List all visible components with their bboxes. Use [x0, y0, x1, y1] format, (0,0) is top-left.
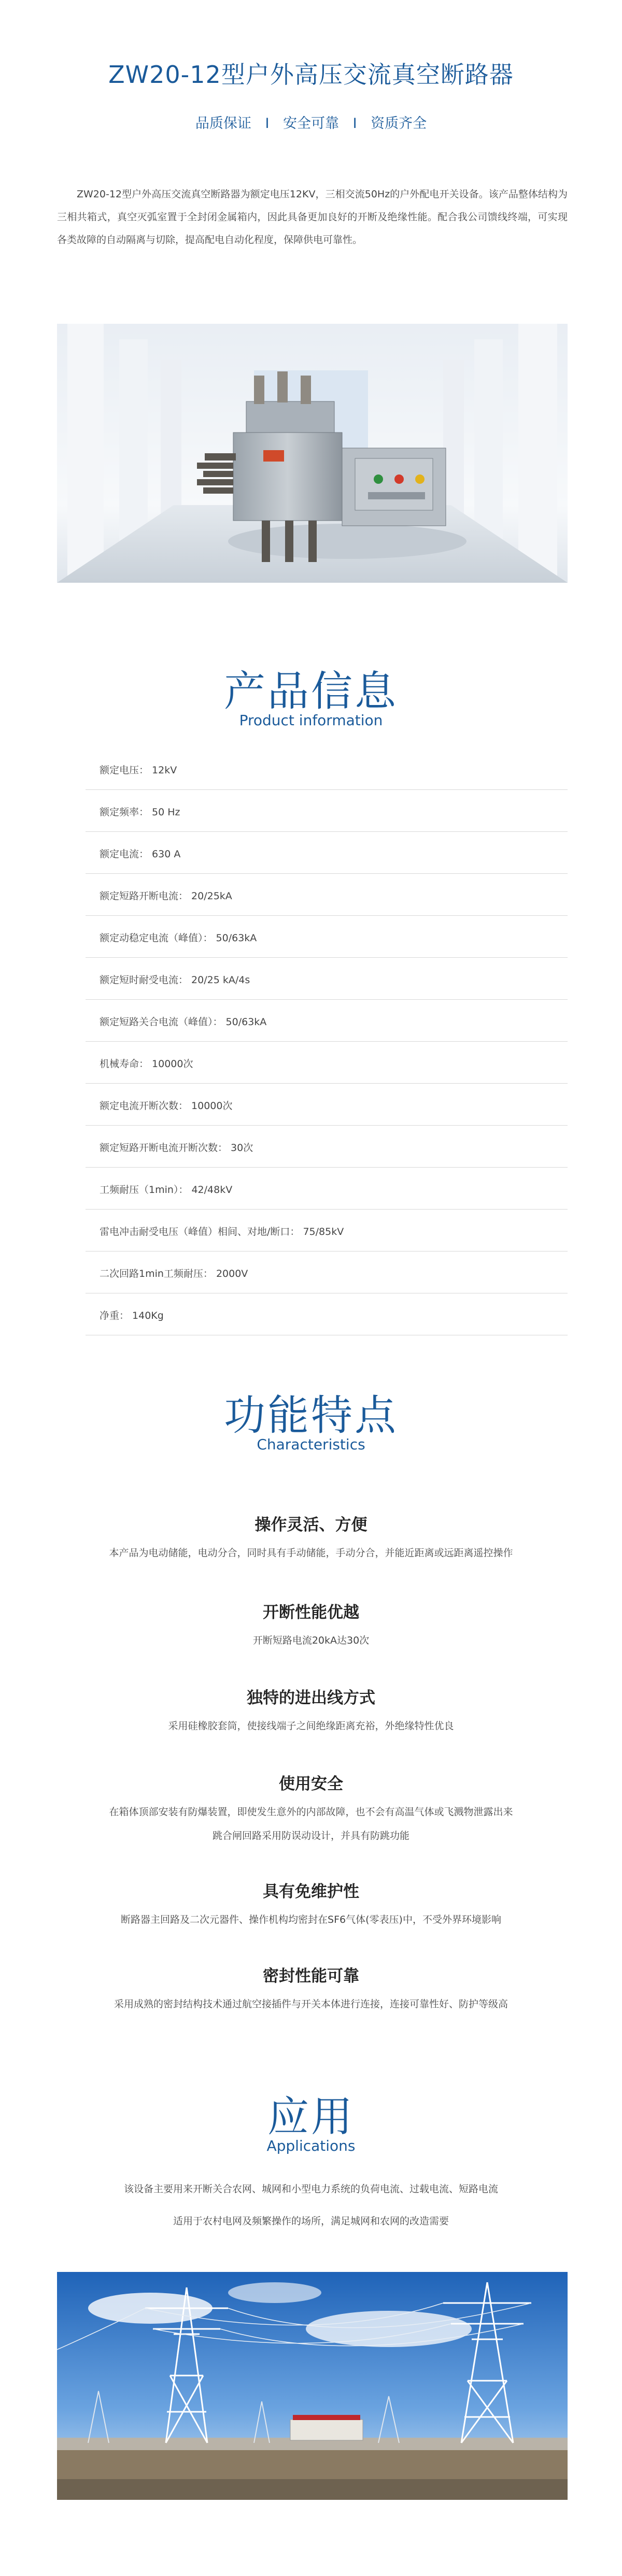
- feature-description: 在箱体顶部安装有防爆装置，即使发生意外的内部故障，也不会有高温气体或飞溅物泄露出来: [109, 1806, 513, 1818]
- slogan-separator: I: [352, 116, 357, 132]
- spec-short-circuit-breaking: 额定短路开断电流： 20/25kA: [100, 890, 232, 902]
- intro-paragraph: ZW20-12型户外高压交流真空断路器为额定电压12KV，三相交流50Hz的户外配电开关设备。该产品整体结构为三相共箱式，真空灭弧室置于全封闭金属箱内，因此具备更加良好的开断及绝缘性能。配合我公司馈线终端，可实现各类故障的自动隔离与切除，提高配电自动化程度，保障供电可靠性。: [57, 189, 568, 246]
- applications-subtitle: Applications: [266, 2137, 356, 2154]
- feature-item: [0, 1771, 622, 1848]
- feature-description: 跳合闸回路采用防误动设计，并具有防跳功能: [212, 1830, 409, 1841]
- feature-heading: 独特的进出线方式: [247, 1689, 375, 1707]
- spec-lightning-impulse: 雷电冲击耐受电压（峰值）相间、对地/断口： 75/85kV: [100, 1226, 344, 1237]
- spec-row: [86, 832, 568, 874]
- feature-heading: 操作灵活、方便: [255, 1516, 367, 1534]
- features-title: 功能特点: [224, 1391, 398, 1440]
- spec-net-weight: 净重： 140Kg: [100, 1310, 164, 1321]
- spec-rated-frequency: 额定频率： 50 Hz: [100, 807, 180, 818]
- spec-row: [86, 1168, 568, 1210]
- spec-short-circuit-making: 额定短路关合电流（峰值）： 50/63kA: [100, 1016, 267, 1028]
- feature-item: [0, 1963, 622, 2016]
- applications-line: 适用于农村电网及频繁操作的场所，满足城网和农网的改造需要: [173, 2215, 449, 2227]
- spec-list: [86, 748, 568, 1335]
- applications-line: 该设备主要用来开断关合农网、城网和小型电力系统的负荷电流、过载电流、短路电流: [123, 2183, 498, 2195]
- slogan-quality: 品质保证: [195, 116, 251, 132]
- spec-row: [86, 1126, 568, 1168]
- applications-title: 应用: [267, 2093, 355, 2141]
- product-photo: [57, 324, 568, 583]
- feature-heading: 开断性能优越: [263, 1603, 359, 1622]
- spec-row: [86, 916, 568, 958]
- feature-description: 本产品为电动储能，电动分合，同时具有手动储能，手动分合，并能近距离或远距离遥控操作: [109, 1547, 513, 1559]
- page-title: ZW20-12型户外高压交流真空断路器: [108, 61, 514, 89]
- feature-heading: 具有免维护性: [263, 1882, 359, 1901]
- features-subtitle: Characteristics: [257, 1436, 365, 1453]
- slogan-qualification: 资质齐全: [371, 116, 427, 132]
- slogan-bar: [0, 112, 622, 132]
- spec-row: [86, 958, 568, 1000]
- feature-heading: 使用安全: [279, 1775, 343, 1793]
- feature-item: [0, 1685, 622, 1738]
- spec-row: [86, 790, 568, 832]
- spec-dynamic-stability: 额定动稳定电流（峰值）： 50/63kA: [100, 932, 257, 944]
- spec-current-breaking-times: 额定电流开断次数： 10000次: [100, 1100, 233, 1112]
- substation-photo: [57, 2272, 568, 2500]
- slogan-safety: 安全可靠: [283, 116, 339, 132]
- feature-description: 开断短路电流20kA达30次: [252, 1635, 370, 1646]
- feature-description: 采用成熟的密封结构技术通过航空接插件与开关本体进行连接，连接可靠性好、防护等级高: [114, 1998, 508, 2010]
- spec-short-time-withstand: 额定短时耐受电流： 20/25 kA/4s: [100, 974, 250, 986]
- spec-power-frequency-withstand: 工频耐压（1min）： 42/48kV: [100, 1184, 233, 1196]
- product-info-subtitle: Product information: [239, 712, 383, 729]
- spec-row: [86, 1000, 568, 1042]
- spec-row: [86, 1084, 568, 1126]
- applications-text: [0, 2173, 622, 2237]
- slogan-separator: I: [265, 116, 270, 132]
- spec-rated-current: 额定电流： 630 A: [100, 848, 181, 860]
- spec-row: [86, 1042, 568, 1084]
- circuit-breaker-image: [57, 324, 568, 583]
- feature-item: [0, 1512, 622, 1565]
- feature-description: 采用硅橡胶套筒，使接线端子之间绝缘距离充裕，外绝缘特性优良: [168, 1720, 454, 1732]
- feature-description: 断路器主回路及二次元器件、操作机构均密封在SF6气体(零表压)中，不受外界环境影响: [121, 1914, 501, 1925]
- spec-row: [86, 874, 568, 916]
- feature-item: [0, 1878, 622, 1932]
- feature-item: [0, 1599, 622, 1652]
- spec-secondary-circuit-withstand: 二次回路1min工频耐压： 2000V: [100, 1268, 248, 1279]
- spec-mechanical-life: 机械寿命： 10000次: [100, 1058, 193, 1070]
- spec-short-circuit-breaking-times: 额定短路开断电流开断次数： 30次: [100, 1142, 253, 1154]
- spec-row: [86, 1210, 568, 1251]
- spec-row: [86, 1293, 568, 1335]
- spec-rated-voltage: 额定电压： 12kV: [100, 765, 177, 776]
- product-info-title: 产品信息: [224, 667, 398, 715]
- feature-heading: 密封性能可靠: [263, 1967, 359, 1985]
- power-tower-image: [57, 2272, 568, 2500]
- spec-row: [86, 748, 568, 790]
- spec-row: [86, 1251, 568, 1293]
